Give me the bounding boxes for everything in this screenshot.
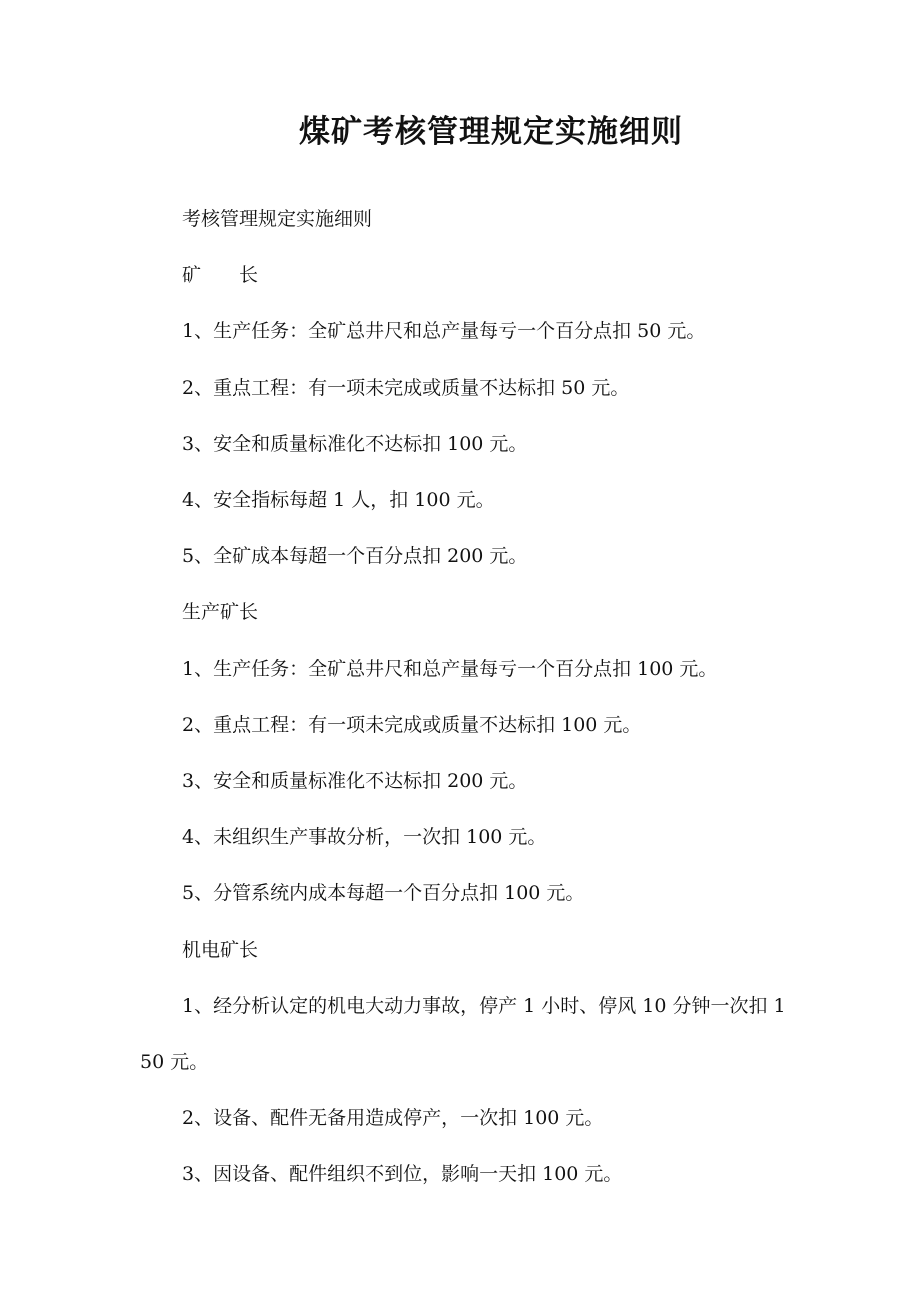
paragraph: 考核管理规定实施细则: [182, 208, 373, 230]
section-heading-production-director: 生产矿长: [182, 601, 259, 624]
paragraph: 4、安全指标每超 1 人，扣 100 元。: [182, 489, 495, 512]
paragraph: 3、安全和质量标准化不达标扣 200 元。: [182, 770, 528, 793]
paragraph: 1、生产任务：全矿总井尺和总产量每亏一个百分点扣 50 元。: [182, 320, 706, 343]
paragraph: 3、因设备、配件组织不到位，影响一天扣 100 元。: [182, 1163, 623, 1186]
paragraph: 2、重点工程：有一项未完成或质量不达标扣 50 元。: [182, 376, 630, 399]
paragraph: 4、未组织生产事故分析，一次扣 100 元。: [182, 826, 547, 849]
paragraph: 2、设备、配件无备用造成停产，一次扣 100 元。: [182, 1107, 604, 1130]
paragraph: 2、重点工程：有一项未完成或质量不达标扣 100 元。: [182, 713, 642, 736]
paragraph: 5、全矿成本每超一个百分点扣 200 元。: [182, 545, 528, 568]
paragraph: 1、生产任务：全矿总井尺和总产量每亏一个百分点扣 100 元。: [182, 657, 718, 680]
paragraph: 3、安全和质量标准化不达标扣 100 元。: [182, 432, 528, 455]
paragraph: 1、经分析认定的机电大动力事故，停产 1 小时、停风 10 分钟一次扣 150 元。: [140, 994, 786, 1074]
document-body: [140, 191, 790, 1203]
section-heading-mine-director: 矿 长: [182, 264, 259, 287]
paragraph: 5、分管系统内成本每超一个百分点扣 100 元。: [182, 882, 585, 905]
document-title: 煤矿考核管理规定实施细则: [299, 114, 683, 150]
section-heading-electromechanical-director: 机电矿长: [182, 938, 259, 961]
